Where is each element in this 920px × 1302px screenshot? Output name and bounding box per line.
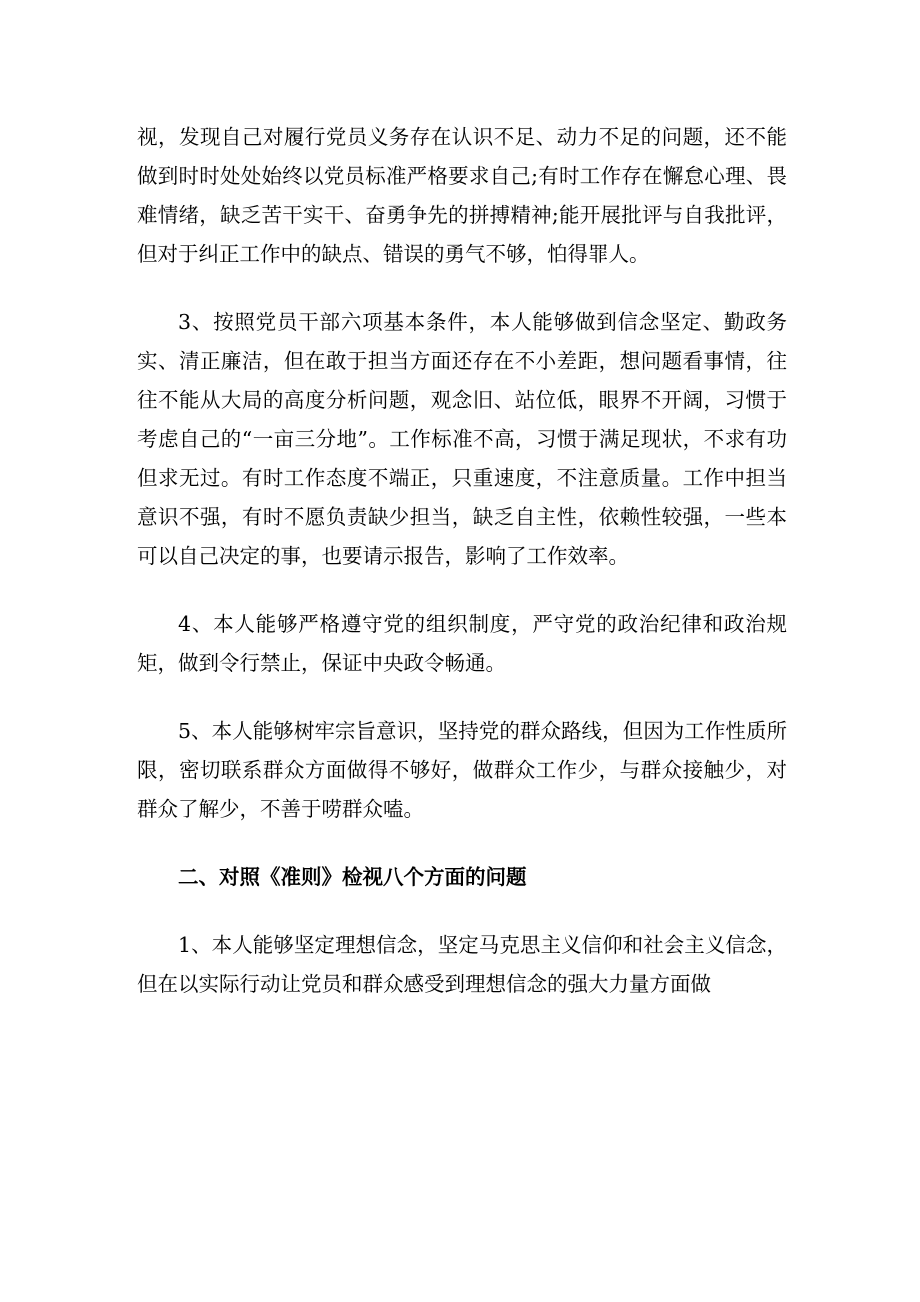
paragraph-item-4: 4、本人能够严格遵守党的组织制度，严守党的政治纪律和政治规矩，做到令行禁止，保证中央政令畅通。 [137,612,787,675]
document-body [137,118,787,1033]
section-heading: 二、对照《准则》检视八个方面的问题 [178,865,527,889]
paragraph-section2-item-1: 1、本人能够坚定理想信念，坚定马克思主义信仰和社会主义信念，但在以实际行动让党员和群众感受到理想信念的强大力量方面做 [137,933,787,996]
paragraph-item-3: 3、按照党员干部六项基本条件，本人能够做到信念坚定、勤政务实、清正廉洁，但在敢于担当方面还存在不小差距，想问题看事情，往往不能从大局的高度分析问题，观念旧、站位低，眼界不开阔，习惯于考虑自己的“一亩三分地”。工作标准不高，习惯于满足现状，不求有功但求无过。有时工作态度不端正，只重速度，不注意质量。工作中担当意识不强，有时不愿负责缺少担当，缺乏自主性，依赖性较强，一些本可以自己决定的事，也要请示报告，影响了工作效率。 [137,310,787,568]
paragraph-item-5: 5、本人能够树牢宗旨意识，坚持党的群众路线，但因为工作性质所限，密切联系群众方面做得不够好，做群众工作少，与群众接触少，对群众了解少，不善于唠群众嗑。 [137,719,787,821]
paragraph-continuation: 视，发现自己对履行党员义务存在认识不足、动力不足的问题，还不能做到时时处处始终以党员标准严格要求自己;有时工作存在懈怠心理、畏难情绪，缺乏苦干实干、奋勇争先的拼搏精神;能开展批评与自我批评，但对于纠正工作中的缺点、错误的勇气不够，怕得罪人。 [137,125,787,266]
